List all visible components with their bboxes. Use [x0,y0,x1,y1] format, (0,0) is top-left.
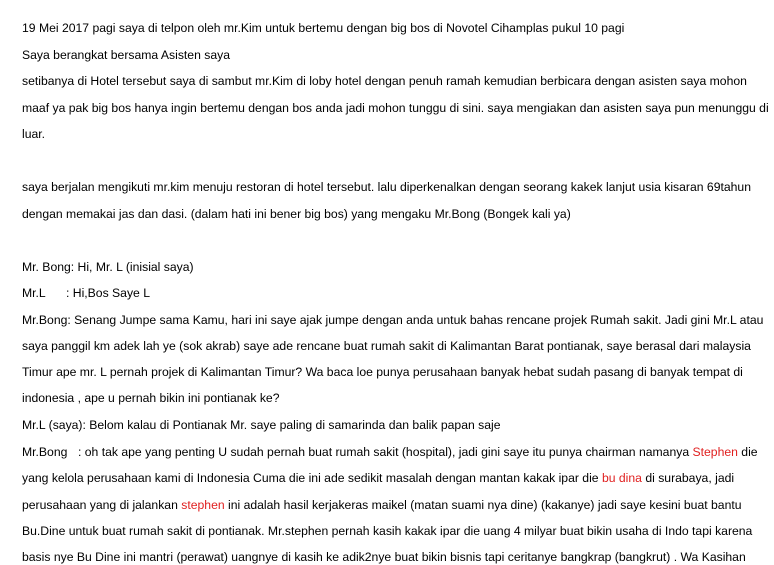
dialogue-line [22,444,758,460]
dialogue-line: indonesia , ape u pernah bikin ini pontianak ke? [22,391,280,405]
dialogue-text: perusahaan yang di jalankan [22,498,178,512]
dialogue-line: Bu.Dine untuk buat rumah sakit di pontianak. Mr.stephen pernah kasih kakak ipar die uang 4 milyar buat bikin usaha di Indo tapi karena [22,524,753,538]
dialogue-line [22,285,150,301]
dialogue-line: Mr. Bong: Hi, Mr. L (inisial saya) [22,260,194,274]
paragraph-line: saya berjalan mengikuti mr.kim menuju restoran di hotel tersebut. lalu diperkenalkan dengan seorang kakek lanjut usia kisaran 69tahun [22,180,751,194]
paragraph-line: maaf ya pak big bos hanya ingin bertemu dengan bos anda jadi mohon tunggu di sini. saya mengiakan dan asisten saya pun menunggu di [22,101,769,115]
dialogue-text: : oh tak ape yang penting U sudah pernah buat rumah sakit (hospital), jadi gini saye itu punya chairman namanya [78,445,690,459]
speaker-label: Mr.L [22,286,46,300]
dialogue-line: Mr.L (saya): Belom kalau di Pontianak Mr. saye paling di samarinda dan balik papan saje [22,418,501,432]
paragraph-line: dengan memakai jas dan dasi. (dalam hati ini bener big bos) yang mengaku Mr.Bong (Bongek kali ya) [22,207,571,221]
dialogue-text: ini adalah hasil kerjakeras maikel (matan suami nya dine) (kakanye) jadi saye kesini buat bantu [228,498,742,512]
dialogue-text: : Hi,Bos Saye L [66,286,150,300]
dialogue-line [22,497,742,513]
dialogue-line: Timur ape mr. L pernah projek di Kalimantan Timur? Wa baca loe punya perusahaan banyak hebat sudah pasang di banyak tempat di [22,365,743,379]
speaker-label: Mr.Bong [22,445,68,459]
paragraph-line: setibanya di Hotel tersebut saya di sambut mr.Kim di loby hotel dengan penuh ramah kemudian berbicara dengan asisten saya mohon [22,74,747,88]
dialogue-text: yang kelola perusahaan kami di Indonesia Cuma die ini ade sedikit masalah dengan mantan kakak ipar die [22,471,599,485]
dialogue-line: basis nye Bu Dine ini mantri (perawat) uangnye di kasih ke adik2nye buat bikin bisnis tapi ceritanye bangkrap (bangkrut) . Wa Kasihan [22,550,746,564]
dialogue-line: saya panggil km adek lah ye (sok akrab) saye ade rencane buat rumah sakit di Kalimantan Barat pontianak, saye berasal dari malaysia [22,339,751,353]
highlighted-name: stephen [181,498,225,512]
paragraph-line: Saya berangkat bersama Asisten saya [22,48,230,62]
paragraph-line: luar. [22,127,46,141]
highlighted-name: bu dina [601,471,642,485]
dialogue-text: die [741,445,758,459]
dialogue-line: Mr.Bong: Senang Jumpe sama Kamu, hari ini saye ajak jumpe dengan anda untuk bahas rencane projek Rumah sakit. Jadi gini Mr.L atau [22,313,764,327]
highlighted-name: Stephen [692,445,738,459]
dialogue-line [22,470,734,486]
dialogue-text: di surabaya, jadi [645,471,735,485]
paragraph-line: 19 Mei 2017 pagi saya di telpon oleh mr.Kim untuk bertemu dengan big bos di Novotel Cihamplas pukul 10 pagi [22,21,625,35]
